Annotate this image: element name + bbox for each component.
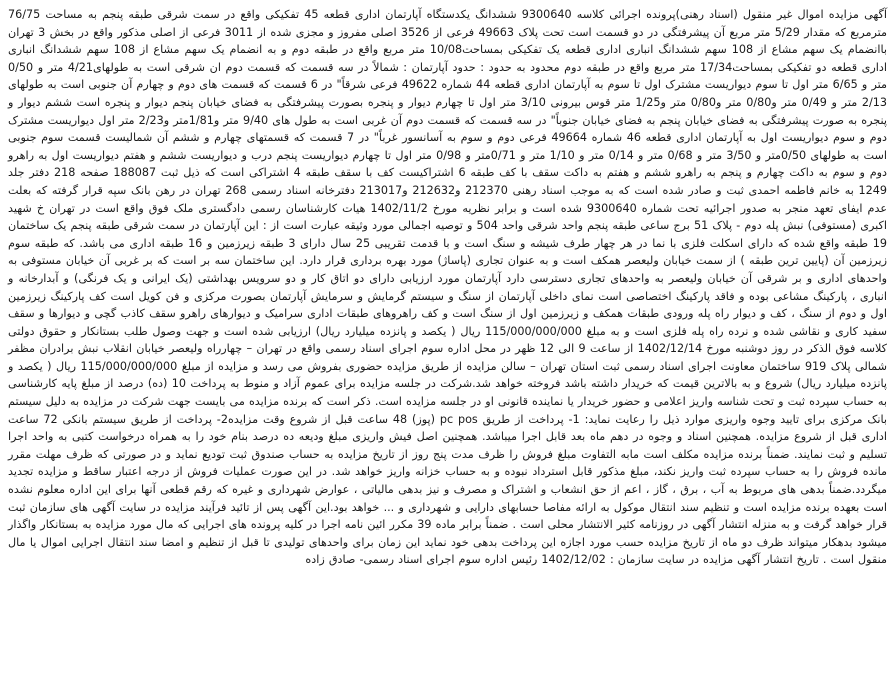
auction-notice-body: آگهی مزایده اموال غیر منقول (اسناد رهنی)پرونده اجرائی کلاسه 9300640 ششدانگ یکدستگاه آپارتمان اداری قطعه 45 تفکیکی واقع در سمت شرقی طبقه پنجم به مساحت 76/75 مترمربع که مقدار 5/29 متر مربع آن پیشرفتگی در دو قسمت است تحت پلاک 49663 فرعی از 3526 اصلی مفروز و مجزی شده از 3011 فرعی از اصلی مذکور واقع در بخش 3 تهران باانضمام یک سهم مشاع از 108 سهم ششدانگ انباری اداری قطعه یک تفکیکی بمساحت10/08 متر مربع واقع در طبقه دوم و به انضمام یک سهم مشاع از 108 سهم ششدانگ انباری اداری قطعه دو تفکیکی بمساحت17/34 متر مربع واقع در طبقه دوم محدود به حدود : حدود آپارتمان : شمالاً در سه قسمت که قسمت دوم ان شرقی است به طولهای4/21 متر و 0/50 متر و 6/65 متر اول تا سوم دیواریست مشترک اول تا سوم به آپارتمان اداری قطعه 44 شماره 49622 فرعی شرقاً" در 6 قسمت که قسمت های دوم و چهارم آن جنوبی است به طولهای 2/13 متر و 0/49 متر و0/80 متر و0/80 متر و1/25 متر قوس بیرونی 3/10 متر اول تا چهارم دیوار و پنجره بصورت پیشرفتگی به فضای خیابان پنجم دیوار و پنجره است ششم دیوار و پنجره به صورت پیشرفتگی به فضای خیابان پنجم به فضای خیابان جنوباً" در سه قسمت که قسمت دوم آن غربی است به طول های 9/40 متر و1/81متر و2/23 متر اول دیواریست مشترک دوم و سوم دیواریست اول به آپارتمان اداری قطعه 46 شماره 49664 فرعی دوم و سوم به آسانسور غرباً" در 7 قسمت که قسمتهای چهارم و ششم آن شمالیست قسمت سوم جنوبی است به طولهای 0/50متر و 3/50 متر و 0/68 متر و 0/14 متر و 1/10 متر و 0/71متر و 0/98 متر اول تا چهارم دیواریست پنجم درب و دیواریست ششم و هفتم دیواریست اول به راهرو دوم و سوم به داکت چهارم و پنجم به راهرو ششم و هفتم به داکت سقف با کف طبقه 6 اشتراکیست کف با سقف طبقه 4 اشتراکی است که ذیل ثبت 188087 صفحه 218 دفتر جلد 1249 به خانم فاطمه احمدی ثبت و صادر شده است که به موجب اسناد رهنی 212370 و212632 و213017 دفترخانه اسناد رسمی 268 تهران در رهن بانک سپه قرار گرفته که بعلت عدم ایفای تعهد منجر به صدور اجرائیه تحت شماره 9300640 شده است و برابر نظریه مورخ 1402/11/2 هیات کارشناسان رسمی دادگستری ملک فوق واقع است در تهران خ شهید اکبری (مستوفی) نبش پله دوم - پلاک 51 برج ساعی طبقه پنجم واحد شرقی واحد 504 و توصیه اجمالی مورد وثیقه عبارت است از : این آپارتمان در سمت شرقی طبقه پنجم یک ساختمان 19 طبقه واقع شده که دارای اسکلت فلزی با نما در هر چهار طرف شیشه و سنگ است و با قدمت تقریبی 25 سال دارای 3 طبقه زیرزمین و 16 طبقه اداری می باشد. که طبقه سوم زیرزمین آن (پایین ترین طبقه ) از سمت خیابان ولیعصر همکف است و به عنوان تجاری (پاساژ) مورد بهره برداری قرار دارد. این ساختمان سه بر است که بر غربی آن خیابان مستوفی به واحدهای اداری و بر شرقی آن خیابان ولیعصر به واحدهای تجاری دسترسی دارد آپارتمان مورد ارزیابی دارای دو اتاق کار و دو سرویس بهداشتی (یک ایرانی و یک فرنگی) و آبدارخانه و انباری ، پارکینگ مشاعی بوده و فاقد پارکینگ اختصاصی است نمای داخلی آپارتمان از سنگ و سیستم گرمایش و سرمایش آپارتمان بصورت مرکزی و فن کویل است کف پارکینگ زیرزمین اول و دوم از سنگ ، کف و دیوار راه پله ورودی طبقات همکف و زیرزمین اول از سنگ است و کف راهروهای طبقات اداری سرامیک و دیوارهای راهرو سقف کاذب گچی و دیوارها و سقف سفید کاری و نقاشی شده و نرده راه پله فلزی است و به مبلغ 115/000/000/000 ریال ( یکصد و پانزده میلیارد ریال) ارزیابی شده است و جهت وصول طلب بستانکار و حقوق دولتی کلاسه فوق الذکر در روز دوشنبه مورخ 1402/12/14 از ساعت 9 الی 12 ظهر در محل اداره سوم اجرای اسناد رسمی واقع در تهران – چهارراه ولیعصر خیابان انقلاب نبش برادران مظفر شمالی پلاک 919 ساختمان معاونت اجرای اسناد رسمی ثبت استان تهران – سالن مزایده از طریق مزایده حضوری بفروش می رسد و مزایده از مبلغ 115/000/000/000 ریال ( یکصد و پانزده میلیارد ریال) شروع و به بالاترین قیمت که خریدار داشته باشد فروخته خواهد شد.شرکت در جلسه مزایده برای عموم آزاد و منوط به پرداخت 10 (ده) درصد از مبلغ پایه کارشناسی به حساب سپرده ثبت و تحت شناسه واریز اعلامی و حضور خریدار یا نماینده قانونی او در جلسه مزایده است. ذکر است که برنده مزایده می بایست جهت شرکت در مزایده به دلیل سیستم بانک مرکزی برای تایید وجوه واریزی موارد ذیل را رعایت نماید: 1- پرداخت از طریق pc pos (پوز) 48 ساعت قبل از شروع وقت مزایده2- پرداخت از طریق سیستم بانکی 72 ساعت اداری قبل از شروع مزایده. همچنین اسناد و وجوه در دهم ماه بعد قابل اجرا میباشد. همچنین اصل فیش واریزی مبلغ ودیعه ده درصد بنام خود را به همراه درخواست کتبی به واحد اجرا تسلیم و ثبت نمایند. ضمناً برنده مزایده مکلف است مابه التفاوت مبلغ فروش را ظرف مدت پنج روز از تاریخ مزایده به حساب صندوق ثبت تودیع نماید و در صورتی که ظرف مهلت مقرر مانده فروش را به حساب سپرده ثبت واریز نکند، مبلغ مذکور قابل استرداد نبوده و به حساب خزانه واریز خواهد شد. در این صورت عملیات فروش از درجه اعتبار ساقط و مزایده تجدید میگردد.ضمناً بدهی های مربوط به آب ، برق ، گاز ، اعم از حق انشعاب و اشتراک و مصرف و نیز بدهی مالیاتی ، عوارض شهرداری و غیره که رقم قطعی آنها برای این اداره معلوم نشده است بعهده برنده مزایده است و تنظیم سند انتقال موکول به ارائه مفاصا حسابهای دارایی و شهرداری و ... خواهد بود.این آگهی پس از تائید فرآیند مزایده در سایت آگهی های سازمان ثبت قرار خواهد گرفت و به منزله انتشار آگهی در روزنامه کثیر الانتشار محلی است . ضمناً برابر ماده 39 مکرر ائین نامه اجرا در کلیه پرونده های اجرایی که مال مورد مزایده به بستانکار واگذار میشود بدهکار میتواند ظرف دو ماه از تاریخ مزایده حسب مورد اجازه این پرداخت بدهی خود نماید این زمان برای واحدهای تولیدی تا قبل از تنظیم و امضا سند انتقال اجرایی اموال یا مال منقول است . تاریخ انتشار آگهی مزایده در سایت سازمان : 1402/12/02 رئیس اداره سوم اجرای اسناد رسمی- صادق زاده bbox=[8, 8, 888, 567]
